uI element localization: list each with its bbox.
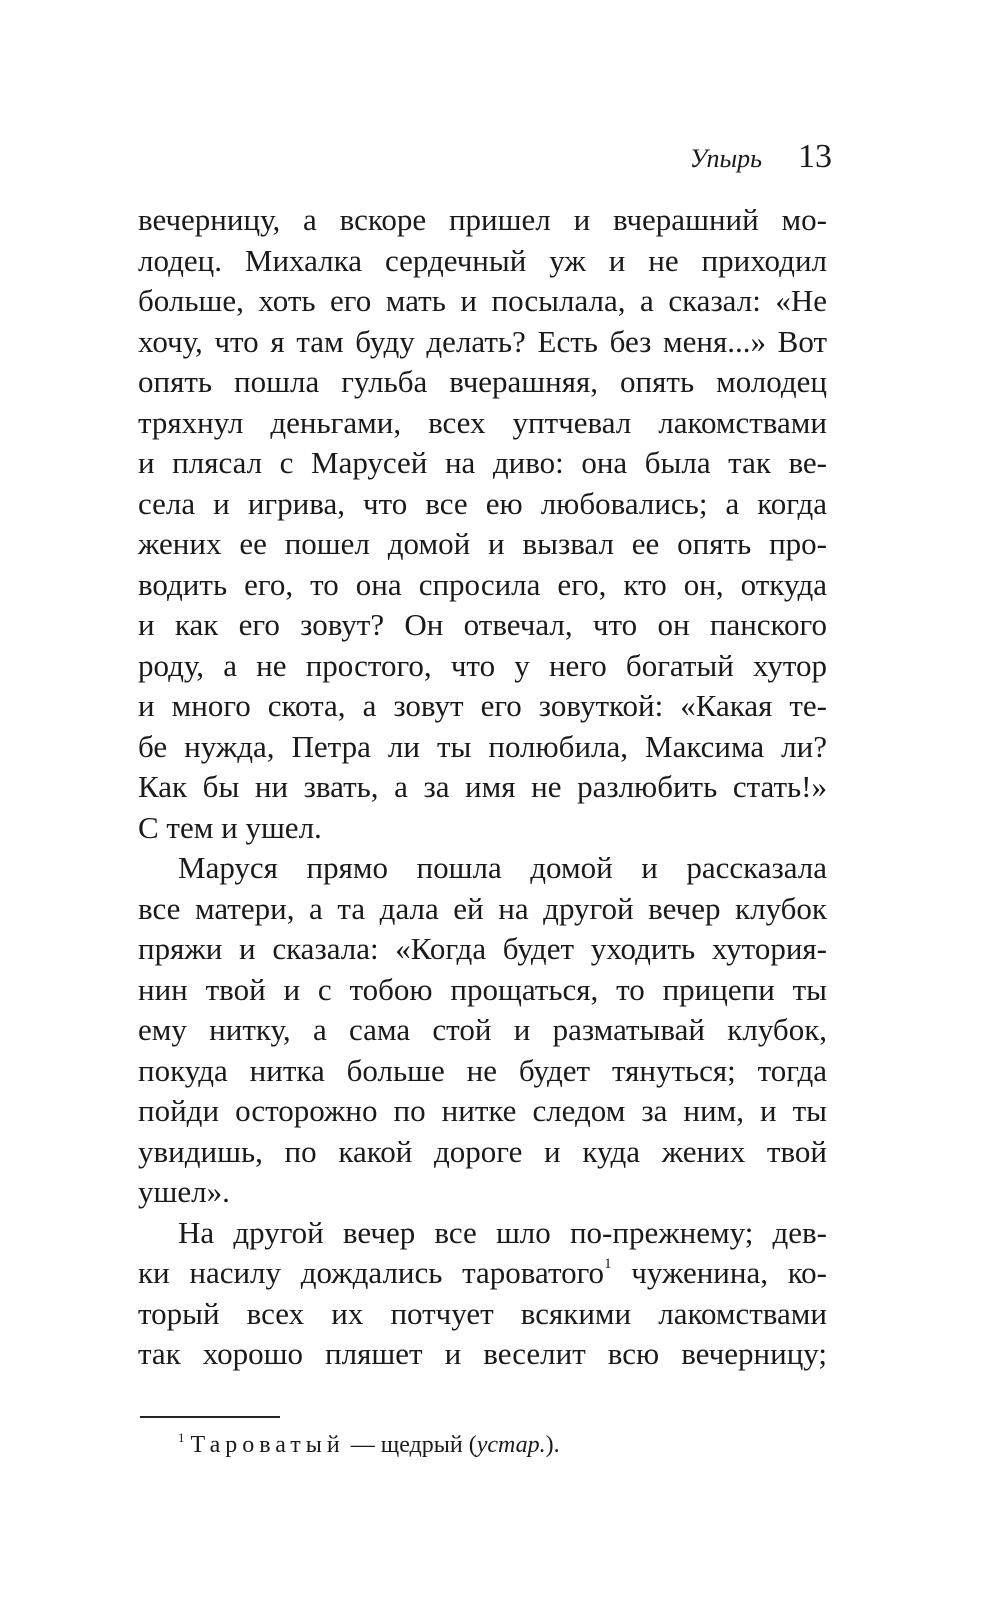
text-line: больше, хоть его мать и посылала, а сказал: «Не [138,283,827,318]
text-line: села и игрива, что все ею любовались; а когда [138,485,827,521]
text-line: лодец. Михалка сердечный уж и не приходил [138,242,827,278]
footnote-definition: щедрый [380,1432,463,1458]
text-line: хочу, что я там буду делать? Есть без меня...» Вот [138,323,827,359]
footnote-abbreviation: устар. [476,1432,546,1458]
text-line: ушел». [138,1174,230,1209]
text-line: и как его зовут? Он отвечал, что он панского [138,607,827,642]
text-line: тряхнул деньгами, всех уптчевал лакомствами [138,404,827,440]
body-text [138,200,827,1375]
text-line: нин твой и с тобою прощаться, то прицепи ты [138,971,827,1007]
running-head [690,138,832,176]
text-line: вечерницу, а вскоре пришел и вчерашний мо- [138,202,827,237]
text-line: водить его, то она спросила его, кто он, откуда [138,566,827,602]
footnote-note: (устар.). [468,1432,560,1458]
page-number: 13 [798,138,832,175]
text-line: торый всех их потчует всякими лакомствами [138,1295,827,1331]
text-line: опять пошла гульба вчерашняя, опять молодец [138,364,827,399]
text-line: Как бы ни звать, а за имя не разлюбить стать!» [138,769,827,804]
text-line: увидишь, по какой дороге и куда жених твой [138,1133,827,1169]
text-line [138,1253,827,1294]
text-line: Маруся прямо пошла домой и рассказала [178,850,827,885]
text-line: На другой вечер все шло по-прежнему; дев- [178,1214,827,1250]
footnote [178,1432,560,1459]
text-fragment: ки насилу дождались тароватого [138,1255,605,1290]
text-line: ему нитку, а сама стой и разматывай клубок, [138,1012,827,1047]
text-line: так хорошо пляшет и веселит всю вечерницу; [138,1336,827,1371]
footnote-reference[interactable]: 1 [604,1256,612,1272]
text-line: пряжи и сказала: «Когда будет уходить хутория- [138,931,827,966]
text-line: и много скота, а зовут его зовуткой: «Какая те- [138,688,827,723]
text-line: пойди осторожно по нитке следом за ним, и ты [138,1093,827,1128]
text-fragment: чуженина, ко- [631,1255,828,1290]
text-line: покуда нитка больше не будет тянуться; тогда [138,1052,827,1088]
footnote-term: Тароватый [190,1432,345,1458]
text-line: бе нужда, Петра ли ты полюбила, Максима ли? [138,728,827,764]
text-line: роду, а не простого, что у него богатый хутор [138,647,827,683]
text-line: и плясал с Марусей на диво: она была так ве- [138,445,827,480]
text-line: жених ее пошел домой и вызвал ее опять про- [138,526,827,561]
chapter-title: Упырь [689,144,762,173]
footnote-marker: 1 [178,1430,185,1445]
text-line: все матери, а та дала ей на другой вечер клубок [138,890,827,926]
text-line: С тем и ушел. [138,809,322,845]
footnote-dash: — [350,1432,375,1458]
footnote-divider [140,1416,280,1418]
